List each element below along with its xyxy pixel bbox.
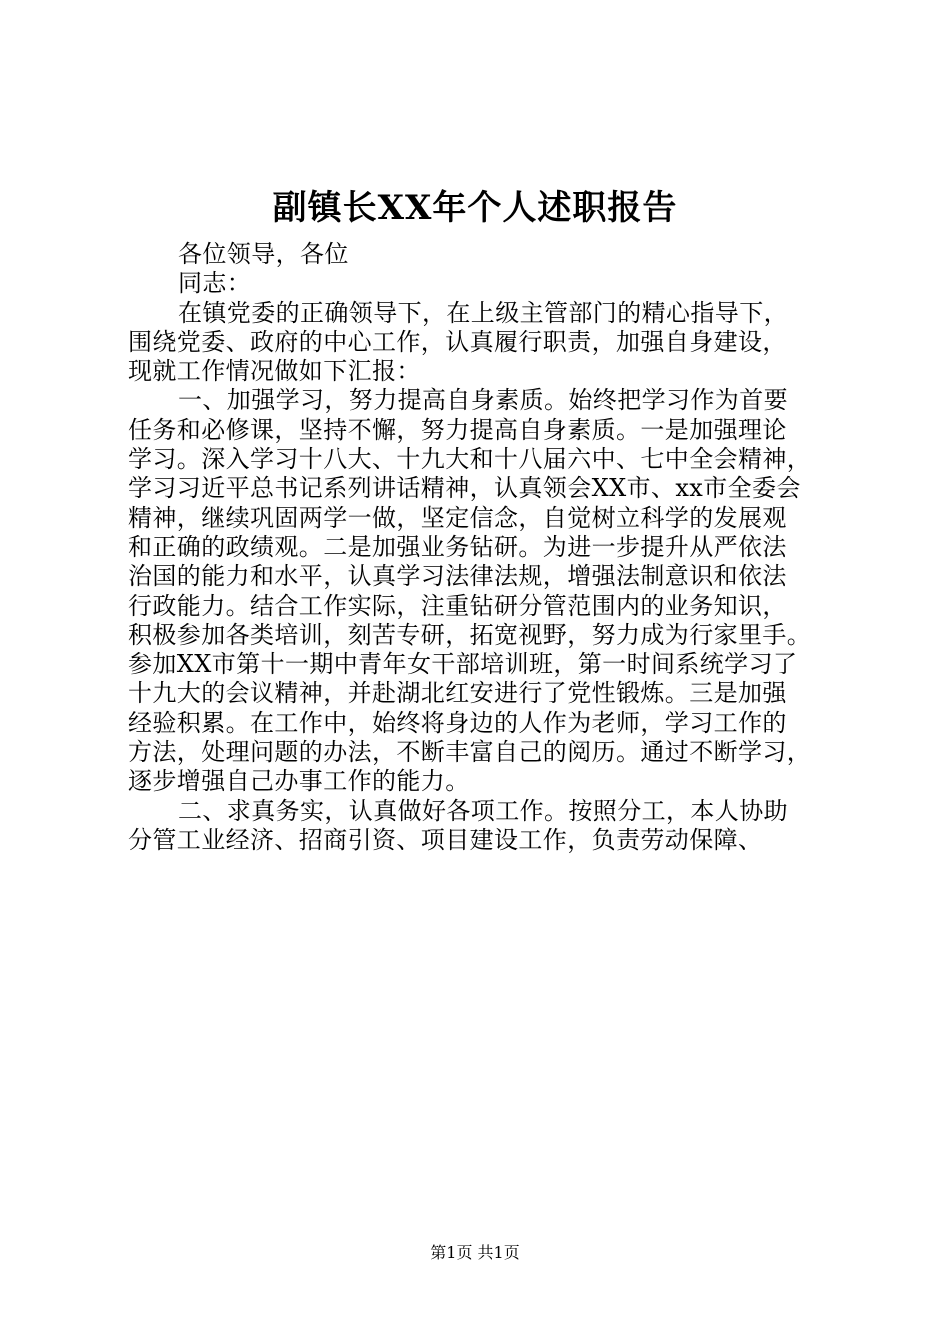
body-text-line: 学习习近平总书记系列讲话精神，认真领会XX市、xx市全委会 bbox=[128, 474, 801, 503]
body-text-line: 二、求真务实，认真做好各项工作。按照分工，本人协助 bbox=[178, 796, 788, 825]
body-text-line: 十九大的会议精神，并赴湖北红安进行了党性锻炼。三是加强 bbox=[128, 679, 787, 708]
body-text-line: 在镇党委的正确领导下，在上级主管部门的精心指导下， bbox=[178, 298, 788, 327]
document-title: 副镇长XX年个人述职报告 bbox=[272, 188, 678, 228]
body-text-line: 和正确的政绩观。二是加强业务钻研。为进一步提升从严依法 bbox=[128, 532, 787, 561]
page-number-footer: 第1页 共1页 bbox=[430, 1243, 520, 1262]
body-text-line: 经验积累。在工作中，始终将身边的人作为老师，学习工作的 bbox=[128, 708, 787, 737]
body-text-line: 同志： bbox=[178, 269, 252, 298]
document-body bbox=[128, 240, 868, 855]
body-text-line: 各位领导，各位 bbox=[178, 240, 349, 268]
body-text-line: 围绕党委、政府的中心工作，认真履行职责，加强自身建设， bbox=[128, 327, 787, 356]
body-text-line: 行政能力。结合工作实际，注重钻研分管范围内的业务知识， bbox=[128, 591, 787, 620]
body-text-line: 任务和必修课，坚持不懈，努力提高自身素质。一是加强理论 bbox=[128, 415, 787, 444]
body-text-line: 积极参加各类培训，刻苦专研，拓宽视野，努力成为行家里手。 bbox=[128, 620, 812, 649]
body-text-line: 现就工作情况做如下汇报： bbox=[128, 357, 421, 386]
body-text-line: 参加XX市第十一期中青年女干部培训班，第一时间系统学习了 bbox=[128, 650, 798, 679]
body-text-line: 分管工业经济、招商引资、项目建设工作，负责劳动保障、 bbox=[128, 825, 763, 854]
body-text-line: 治国的能力和水平，认真学习法律法规，增强法制意识和依法 bbox=[128, 562, 787, 591]
body-text-line: 学习。深入学习十八大、十九大和十八届六中、七中全会精神， bbox=[128, 445, 812, 474]
body-text-line: 方法，处理问题的办法，不断丰富自己的阅历。通过不断学习， bbox=[128, 738, 812, 767]
body-text-line: 一、加强学习，努力提高自身素质。始终把学习作为首要 bbox=[178, 386, 788, 415]
body-text-line: 逐步增强自己办事工作的能力。 bbox=[128, 767, 470, 796]
body-text-line: 精神，继续巩固两学一做，坚定信念，自觉树立科学的发展观 bbox=[128, 503, 787, 532]
